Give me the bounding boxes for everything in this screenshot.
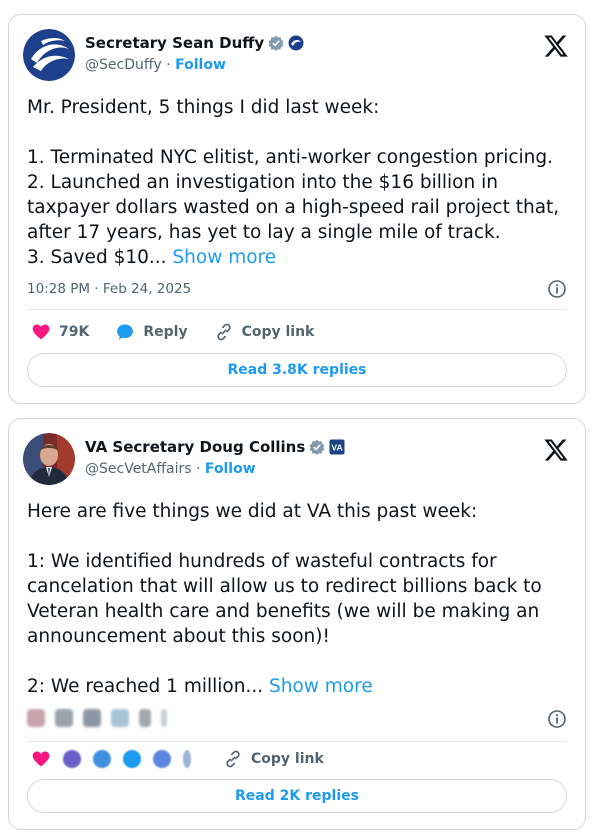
link-icon [214, 322, 234, 342]
avatar[interactable] [23, 29, 75, 81]
separator: · [166, 57, 171, 73]
tweet-header [23, 433, 571, 485]
info-icon[interactable] [547, 279, 567, 299]
info-icon[interactable] [547, 709, 567, 729]
reply-bubble-icon [115, 322, 135, 342]
blurred-icon [63, 750, 81, 768]
tweet-header [23, 29, 571, 81]
divider [27, 309, 567, 310]
tweet-body: Here are five things we did at VA this past week: 1: We identified hundreds of wasteful contracts for cancelation that will allow us to redirect billions back to Veteran health care and benefits (we will be making an announcement about this soon)! 2: We reached 1 million... [27, 501, 542, 697]
link-icon [223, 749, 243, 769]
tweet-card-duffy [8, 14, 586, 404]
timestamp[interactable]: 10:28 PM · Feb 24, 2025 [27, 281, 192, 297]
blurred-icon [153, 750, 171, 768]
action-bar [31, 747, 567, 771]
verified-gray-badge-icon [309, 439, 325, 455]
copy-link-label: Copy link [241, 324, 315, 340]
blurred-icon [55, 709, 73, 727]
svg-text:VA: VA [331, 442, 343, 453]
reply-button[interactable] [115, 322, 187, 342]
show-more-link[interactable]: Show more [268, 676, 373, 697]
follow-button[interactable]: Follow [204, 461, 256, 477]
blurred-reactions [31, 749, 191, 769]
read-replies-label: Read 2K replies [235, 788, 359, 804]
tweet-body: Mr. President, 5 things I did last week: 1. Terminated NYC elitist, anti-worker congestion pricing. 2. Launched an investigation into the $16 billion in taxpayer dollars wasted on a high-speed rail project that, after 17 years, has yet to lay a single mile of track. 3. Saved $10... [27, 97, 560, 268]
copy-link-label: Copy link [251, 751, 324, 767]
tweet-text [27, 499, 569, 699]
blurred-icon [161, 709, 167, 727]
handle[interactable]: @SecVetAffairs [85, 461, 192, 477]
handle-line [85, 57, 226, 73]
divider [27, 741, 567, 742]
blurred-icon [93, 750, 111, 768]
tweet-meta [27, 709, 567, 731]
tweet-card-collins [8, 418, 586, 830]
show-more-link[interactable]: Show more [172, 247, 277, 268]
blurred-icon [83, 709, 101, 727]
x-logo-icon[interactable] [543, 437, 569, 463]
verified-gray-badge-icon [268, 35, 284, 51]
heart-icon[interactable] [31, 749, 51, 769]
like-button[interactable] [31, 322, 89, 342]
action-bar [31, 320, 567, 344]
follow-button[interactable]: Follow [175, 57, 226, 73]
read-replies-button[interactable] [27, 779, 567, 813]
handle[interactable]: @SecDuffy [85, 57, 162, 73]
like-count: 79K [59, 324, 90, 340]
read-replies-button[interactable] [27, 353, 567, 387]
separator: · [195, 461, 201, 477]
dot-logo-badge-icon [288, 35, 304, 51]
tweet-text [27, 95, 569, 270]
avatar[interactable] [23, 433, 75, 485]
blurred-icon [111, 709, 129, 727]
heart-icon [31, 322, 51, 342]
x-logo-icon[interactable] [543, 33, 569, 59]
tweet-meta [27, 281, 567, 297]
handle-line [85, 461, 256, 477]
blurred-icon [123, 750, 141, 768]
copy-link-button[interactable] [223, 749, 324, 769]
blurred-icon [27, 709, 45, 727]
copy-link-button[interactable] [214, 322, 315, 342]
blurred-timestamp [27, 709, 567, 727]
blurred-icon [183, 750, 191, 768]
author-name[interactable]: Secretary Sean Duffy [85, 34, 265, 52]
blurred-icon [139, 709, 151, 727]
author-name[interactable]: VA Secretary Doug Collins [85, 438, 306, 456]
read-replies-label: Read 3.8K replies [227, 362, 367, 378]
reply-label: Reply [143, 324, 188, 340]
va-badge-icon [329, 439, 345, 455]
